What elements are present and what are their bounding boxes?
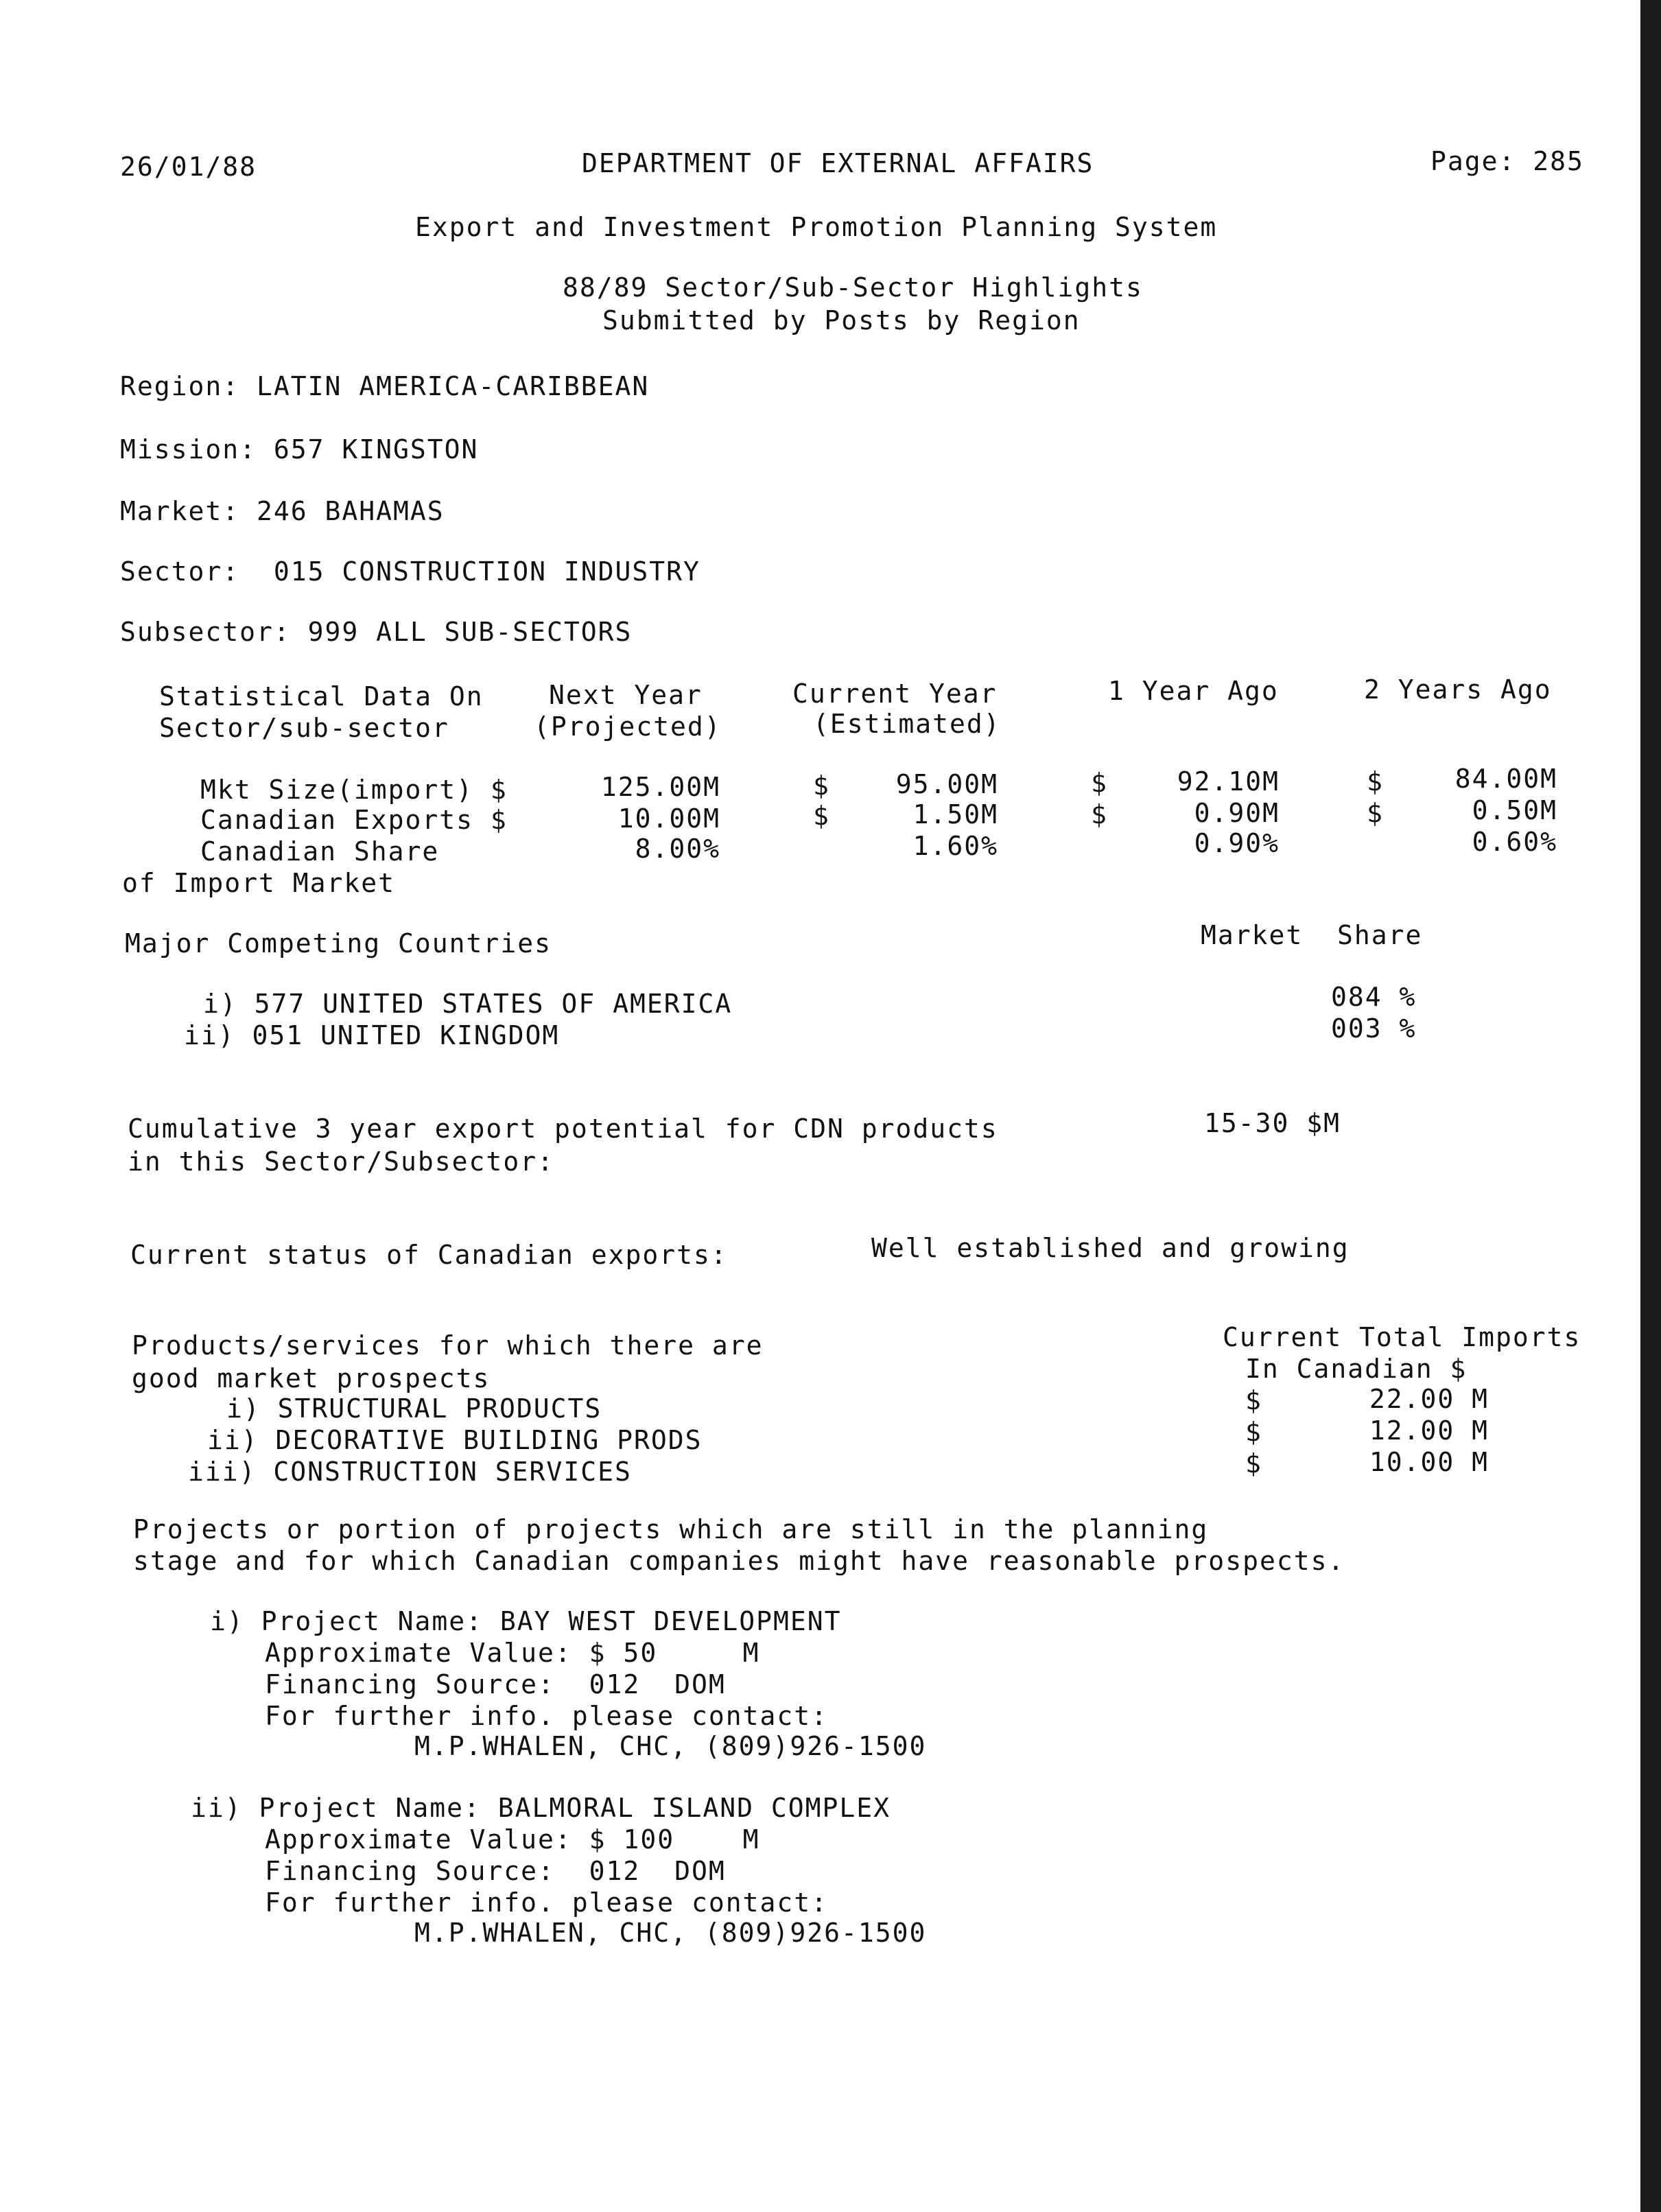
projects-intro-1: Projects or portion of projects which are still in the planning bbox=[133, 1514, 1209, 1544]
project-2-name: ii) Project Name: BALMORAL ISLAND COMPLEX bbox=[191, 1793, 891, 1823]
subsector-field: Subsector: 999 ALL SUB-SECTORS bbox=[120, 617, 633, 647]
product-2-value: 12.00 M bbox=[1369, 1415, 1489, 1446]
project-2-contact-label: For further info. please contact: bbox=[265, 1887, 828, 1918]
project-1-contact: M.P.WHALEN, CHC, (809)926-1500 bbox=[414, 1731, 927, 1761]
project-1-name: i) Project Name: BAY WEST DEVELOPMENT bbox=[210, 1606, 842, 1636]
row-cdn-share-label: Canadian Share bbox=[200, 836, 440, 867]
row-cdn-exports-current: 1.50M bbox=[912, 799, 998, 830]
row-cdn-share-2y: 0.60% bbox=[1472, 827, 1557, 857]
competitor-2-share: 003 % bbox=[1331, 1013, 1417, 1044]
row-mkt-size-next: 125.00M bbox=[600, 772, 720, 802]
competitor-1: i) 577 UNITED STATES OF AMERICA bbox=[203, 989, 733, 1019]
row-mkt-size-dollar-1: $ bbox=[813, 770, 830, 801]
potential-value: 15-30 $M bbox=[1204, 1108, 1341, 1138]
imports-heading-1: Current Total Imports bbox=[1223, 1322, 1581, 1352]
product-3-value: 10.00 M bbox=[1369, 1447, 1489, 1477]
product-3: iii) CONSTRUCTION SERVICES bbox=[188, 1457, 632, 1487]
row-mkt-size-label: Mkt Size(import) $ bbox=[200, 775, 508, 805]
col-1-year-ago: 1 Year Ago bbox=[1108, 676, 1279, 706]
project-2-value: Approximate Value: $ 100 M bbox=[265, 1824, 760, 1855]
market-share-heading: Market Share bbox=[1201, 920, 1423, 950]
sector-field: Sector: 015 CONSTRUCTION INDUSTRY bbox=[120, 556, 700, 587]
col-current-year: Current Year bbox=[792, 679, 998, 709]
stats-header-left-1: Statistical Data On bbox=[159, 681, 484, 711]
system-title: Export and Investment Promotion Planning System bbox=[415, 212, 1218, 242]
row-mkt-size-2y: 84.00M bbox=[1454, 764, 1557, 794]
row-cdn-exports-next: 10.00M bbox=[617, 803, 720, 834]
row-cdn-exports-dollar-1: $ bbox=[813, 801, 830, 831]
row-mkt-size-current: 95.00M bbox=[895, 769, 998, 799]
row-cdn-share-current: 1.60% bbox=[912, 831, 998, 861]
potential-line-2: in this Sector/Subsector: bbox=[128, 1146, 554, 1177]
col-next-year: Next Year bbox=[549, 680, 703, 710]
product-1-currency: $ bbox=[1245, 1385, 1262, 1415]
potential-line-1: Cumulative 3 year export potential for CDN products bbox=[128, 1114, 998, 1144]
market-field: Market: 246 BAHAMAS bbox=[120, 496, 445, 526]
imports-heading-2: In Canadian $ bbox=[1245, 1354, 1468, 1384]
row-cdn-share-label-tail: of Import Market bbox=[122, 868, 396, 898]
report-date: 26/01/88 bbox=[120, 152, 257, 182]
scan-edge bbox=[1640, 0, 1661, 2212]
product-2-currency: $ bbox=[1245, 1417, 1262, 1447]
project-1-financing: Financing Source: 012 DOM bbox=[265, 1669, 726, 1699]
products-line-2: good market prospects bbox=[132, 1363, 491, 1393]
row-mkt-size-1y: 92.10M bbox=[1177, 766, 1280, 797]
products-line-1: Products/services for which there are bbox=[132, 1330, 764, 1361]
row-cdn-exports-label: Canadian Exports $ bbox=[200, 805, 508, 835]
status-label: Current status of Canadian exports: bbox=[130, 1240, 728, 1270]
competitor-1-share: 084 % bbox=[1331, 982, 1417, 1012]
report-subtitle: Submitted by Posts by Region bbox=[602, 305, 1081, 336]
page-number: Page: 285 bbox=[1430, 146, 1584, 176]
project-1-contact-label: For further info. please contact: bbox=[265, 1701, 828, 1731]
col-current-year-sub: (Estimated) bbox=[813, 709, 1001, 739]
product-3-currency: $ bbox=[1245, 1448, 1262, 1479]
product-2: ii) DECORATIVE BUILDING PRODS bbox=[207, 1425, 703, 1455]
region-field: Region: LATIN AMERICA-CARIBBEAN bbox=[120, 371, 650, 401]
project-2-contact: M.P.WHALEN, CHC, (809)926-1500 bbox=[414, 1918, 927, 1948]
project-1-value: Approximate Value: $ 50 M bbox=[265, 1638, 760, 1668]
row-cdn-share-next: 8.00% bbox=[635, 834, 720, 864]
competitors-heading: Major Competing Countries bbox=[125, 928, 552, 958]
project-2-financing: Financing Source: 012 DOM bbox=[265, 1856, 726, 1886]
department-title: DEPARTMENT OF EXTERNAL AFFAIRS bbox=[582, 148, 1094, 178]
row-cdn-exports-dollar-3: $ bbox=[1367, 798, 1384, 828]
row-cdn-exports-2y: 0.50M bbox=[1472, 795, 1557, 825]
competitor-2: ii) 051 UNITED KINGDOM bbox=[184, 1020, 560, 1050]
row-mkt-size-dollar-2: $ bbox=[1091, 768, 1108, 798]
row-mkt-size-dollar-3: $ bbox=[1367, 766, 1384, 797]
mission-field: Mission: 657 KINGSTON bbox=[120, 434, 479, 464]
col-next-year-sub: (Projected) bbox=[534, 711, 722, 742]
col-2-years-ago: 2 Years Ago bbox=[1364, 674, 1552, 705]
projects-intro-2: stage and for which Canadian companies might have reasonable prospects. bbox=[133, 1546, 1345, 1576]
report-title: 88/89 Sector/Sub-Sector Highlights bbox=[563, 272, 1143, 303]
row-cdn-exports-dollar-2: $ bbox=[1091, 799, 1108, 830]
product-1-value: 22.00 M bbox=[1369, 1384, 1489, 1414]
product-1: i) STRUCTURAL PRODUCTS bbox=[226, 1393, 602, 1424]
row-cdn-exports-1y: 0.90M bbox=[1194, 798, 1280, 828]
status-value: Well established and growing bbox=[871, 1233, 1350, 1263]
row-cdn-share-1y: 0.90% bbox=[1194, 828, 1280, 858]
stats-header-left-2: Sector/sub-sector bbox=[159, 713, 449, 743]
